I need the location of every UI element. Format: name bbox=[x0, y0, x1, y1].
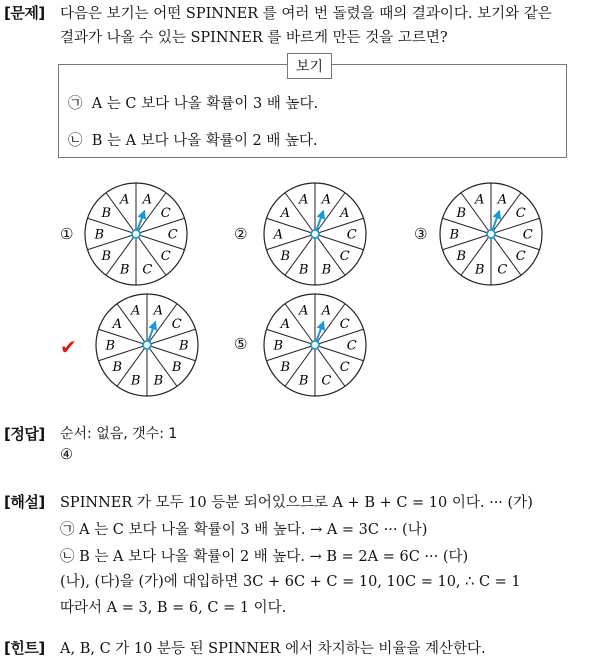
option-2-number[interactable]: ② bbox=[234, 225, 248, 243]
condition-1 bbox=[68, 92, 318, 113]
spinner-segment-label: A bbox=[340, 205, 350, 221]
spinner-option-3[interactable] bbox=[436, 179, 546, 289]
spinner-segment-label: A bbox=[119, 192, 130, 208]
condition-1-marker: ㉠ bbox=[68, 96, 83, 112]
spinner-segment-label: C bbox=[346, 338, 357, 354]
spinner-segment-label: C bbox=[160, 249, 171, 265]
spinner-segment-label: A bbox=[321, 303, 332, 319]
spinner-segment-label: B bbox=[321, 262, 332, 278]
spinner-hub bbox=[487, 230, 495, 238]
option-3-number[interactable]: ③ bbox=[414, 225, 428, 243]
spinner-segment-label: A bbox=[474, 192, 485, 208]
spinner-segment-label: C bbox=[497, 262, 508, 278]
spinner-segment-label: B bbox=[130, 373, 141, 389]
spinner-segment-label: A bbox=[280, 316, 290, 332]
spinner-segment-label: C bbox=[321, 373, 332, 389]
spinner-segment-label: B bbox=[119, 262, 130, 278]
explanation-line-5: 따라서 A = 3, B = 6, C = 1 이다. bbox=[60, 600, 287, 616]
spinner-segment-label: C bbox=[142, 262, 153, 278]
spinner-hub bbox=[311, 230, 319, 238]
spinner-segment-label: B bbox=[280, 249, 291, 265]
spinner-segment-label: C bbox=[339, 360, 350, 376]
condition-box-title: 보기 bbox=[287, 53, 332, 79]
spinner-option-5[interactable] bbox=[260, 290, 370, 400]
spinner-segment-label: A bbox=[298, 303, 309, 319]
spinner-segment-label: A bbox=[130, 303, 141, 319]
problem-label: [문제] bbox=[4, 4, 45, 22]
spinner-option-2[interactable] bbox=[260, 179, 370, 289]
spinner-segment-label: C bbox=[346, 227, 357, 243]
spinner-segment-label: B bbox=[171, 360, 182, 376]
spinner-segment-label: B bbox=[449, 227, 460, 243]
spinner-segment-label: B bbox=[456, 249, 467, 265]
spinner-segment-label: B bbox=[298, 373, 309, 389]
spinner-segment-label: B bbox=[105, 338, 116, 354]
option-5-number[interactable]: ⑤ bbox=[234, 335, 248, 353]
spinner-segment-label: B bbox=[474, 262, 485, 278]
spinner-segment-label: C bbox=[522, 227, 533, 243]
hint-label: [힌트] bbox=[4, 639, 45, 657]
condition-2 bbox=[68, 129, 318, 150]
spinner-segment-label: B bbox=[298, 262, 309, 278]
spinner-segment-label: B bbox=[101, 205, 112, 221]
option-1-number[interactable]: ① bbox=[60, 225, 74, 243]
condition-2-marker: ㉡ bbox=[68, 133, 83, 149]
spinner-segment-label: A bbox=[273, 227, 283, 243]
spinner-segment-label: C bbox=[160, 205, 171, 221]
problem-line-2: 결과가 나올 수 있는 SPINNER 를 바르게 만든 것을 고르면? bbox=[60, 30, 448, 46]
spinner-segment-label: C bbox=[339, 249, 350, 265]
problem-line-1: 다음은 보기는 어떤 SPINNER 를 여러 번 돌렸을 때의 결과이다. 보기와 같은 bbox=[60, 6, 552, 22]
spinner-segment-label: A bbox=[497, 192, 508, 208]
condition-1-text: A 는 C 보다 나올 확률이 3 배 높다. bbox=[91, 96, 319, 112]
spinner-segment-label: B bbox=[112, 360, 123, 376]
spinner-segment-label: B bbox=[153, 373, 164, 389]
spinner-segment-label: A bbox=[321, 192, 332, 208]
spinner-hub bbox=[311, 341, 319, 349]
spinner-hub bbox=[143, 341, 151, 349]
condition-2-text: B 는 A 보다 나올 확률이 2 배 높다. bbox=[91, 133, 318, 149]
spinner-segment-label: A bbox=[142, 192, 153, 208]
spinner-segment-label: A bbox=[153, 303, 164, 319]
spinner-option-4[interactable] bbox=[92, 290, 202, 400]
answer-label: [정답] bbox=[4, 425, 45, 443]
spinner-segment-label: C bbox=[515, 249, 526, 265]
spinner-segment-label: B bbox=[456, 205, 467, 221]
spinner-segment-label: C bbox=[515, 205, 526, 221]
explanation-line-2: ㉠ A 는 C 보다 나올 확률이 3 배 높다. → A = 3C ··· (나) bbox=[60, 522, 428, 538]
hint-text: A, B, C 가 10 분등 된 SPINNER 에서 차지하는 비율을 계산한다. bbox=[60, 641, 486, 657]
explanation-line-1: SPINNER 가 모두 10 등분 되어있으므로 A + B + C = 10 이다. ··· (가) bbox=[60, 495, 533, 511]
spinner-segment-label: B bbox=[101, 249, 112, 265]
checkmark-icon: ✔ bbox=[60, 335, 77, 359]
spinner-segment-label: B bbox=[94, 227, 105, 243]
spinner-segment-label: A bbox=[112, 316, 122, 332]
spinner-segment-label: C bbox=[171, 316, 182, 332]
explanation-line-4: (나), (다)을 (가)에 대입하면 3C + 6C + C = 10, 10C = 10, ∴ C = 1 bbox=[60, 574, 521, 590]
spinner-segment-label: A bbox=[298, 192, 309, 208]
spinner-segment-label: C bbox=[167, 227, 178, 243]
spinner-option-1[interactable] bbox=[81, 179, 191, 289]
spinner-segment-label: B bbox=[280, 360, 291, 376]
answer-line-1: 순서: 없음, 갯수: 1 bbox=[60, 426, 178, 442]
spinner-segment-label: B bbox=[273, 338, 284, 354]
spinner-hub bbox=[132, 230, 140, 238]
explanation-label: [해설] bbox=[4, 493, 45, 511]
explanation-line-3: ㉡ B 는 A 보다 나올 확률이 2 배 높다. → B = 2A = 6C ··· (다) bbox=[60, 549, 469, 565]
spinner-segment-label: C bbox=[339, 316, 350, 332]
answer-line-2: ④ bbox=[60, 447, 73, 463]
spinner-segment-label: B bbox=[178, 338, 189, 354]
spinner-segment-label: A bbox=[280, 205, 290, 221]
